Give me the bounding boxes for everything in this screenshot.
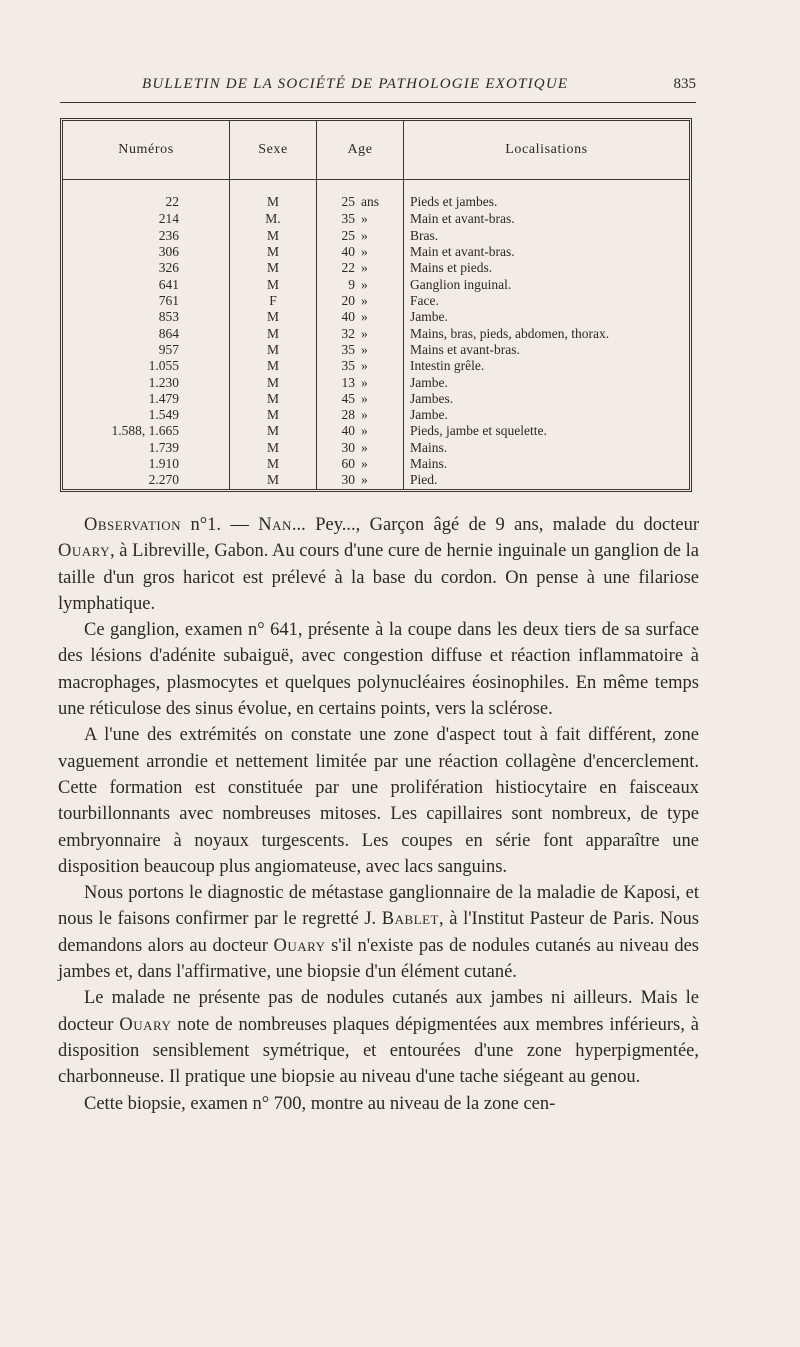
cell-age — [317, 277, 404, 293]
cell-age — [317, 228, 404, 244]
age-unit: » — [361, 276, 368, 292]
cell-localisation: Mains. — [410, 456, 448, 472]
cell-numero: 1.910 — [63, 456, 230, 472]
cell-localisation: Jambe. — [410, 374, 448, 390]
age-unit: » — [361, 423, 368, 439]
cell-localisation: Mains. — [410, 439, 448, 455]
age-unit: ans — [361, 194, 379, 209]
text-run: s'il n'existe pas de nodules cutanés au niveau des jambes et, dans l'affirmative, une biopsie d'un élément cutané. — [58, 935, 699, 983]
age-unit: » — [361, 292, 368, 308]
age-value — [317, 244, 368, 259]
text-run: Nous portons le diagnostic de métastase ganglionnaire de la maladie de Kaposi, et nous le faisons confirmer par le regretté J. — [58, 883, 699, 930]
paragraph — [58, 880, 699, 985]
paragraph — [58, 985, 699, 1090]
cases-table — [63, 121, 689, 489]
cell-sexe: M — [230, 228, 317, 244]
age-unit: » — [361, 439, 368, 455]
table-row — [63, 326, 689, 342]
cell-numero: 853 — [63, 309, 230, 325]
age-value — [317, 211, 368, 226]
small-caps-name: Ouary — [119, 1014, 172, 1035]
age-number: 20 — [341, 292, 355, 308]
cell-localisation: Bras. — [410, 227, 439, 243]
cell-sexe: M. — [230, 211, 317, 227]
text-run: A l'une des extrémités on constate une zone d'aspect tout à fait différent, zone vaguement arrondie et nettement limitée par une réaction collagène d'encerclement. Cette formation est constituée par une prolifération histiocytaire en faisceaux tourbillonnants avec nombreuses mitoses. Les capillaires sont nombreux, de type embryonnaire à noyaux turgescents. Les coupes en série font apparaître une disposition beaucoup plus angiomateuse, avec lacs sanguins. — [58, 725, 699, 877]
cell-sexe: M — [230, 309, 317, 325]
age-number: 30 — [341, 439, 355, 455]
age-unit: » — [361, 456, 368, 472]
col-header-sexe: Sexe — [230, 121, 317, 180]
cell-localisation: Main et avant-bras. — [410, 243, 515, 259]
cell-numero: 864 — [63, 326, 230, 342]
table-row — [63, 440, 689, 456]
age-unit: » — [361, 472, 368, 488]
cell-numero: 761 — [63, 293, 230, 309]
age-unit: » — [361, 227, 368, 243]
cell-numero: 1.479 — [63, 391, 230, 407]
cell-numero: 2.270 — [63, 472, 230, 489]
age-value — [317, 194, 379, 209]
paragraph — [58, 1091, 699, 1117]
table-row — [63, 277, 689, 293]
text-run: Le malade ne présente pas de nodules cutanés aux jambes ni ailleurs. Mais le docteur — [58, 988, 699, 1035]
cell-sexe: M — [230, 180, 317, 212]
small-caps-name: Observation — [84, 515, 182, 535]
cell-localisation: Pieds et jambes. — [410, 194, 498, 209]
text-run: Cette biopsie, examen n° 700, montre au niveau de la zone cen- — [84, 1093, 556, 1114]
text-run: n°1. — — [181, 515, 259, 535]
cell-age — [317, 309, 404, 325]
age-value — [317, 391, 368, 406]
table-row — [63, 293, 689, 309]
cell-age — [317, 375, 404, 391]
cell-sexe: M — [230, 244, 317, 260]
table-header-row — [63, 121, 689, 180]
cell-localisation: Jambe. — [410, 407, 448, 423]
col-header-age: Age — [317, 121, 404, 180]
col-header-localisations: Localisations — [404, 121, 690, 180]
cell-age — [317, 391, 404, 407]
age-number: 25 — [341, 227, 355, 243]
text-run: Ce ganglion, examen n° 641, présente à la coupe dans les deux tiers de sa surface des lésions d'adénite subaiguë, avec congestion diffuse et réaction inflammatoire à macrophages, plasmocytes et quelques polynucléaires éosinophiles. En même temps une réticulose des sinus évolue, en certains points, vers la sclérose. — [58, 620, 699, 720]
age-value — [317, 456, 368, 471]
text-run: , à l'Institut Pasteur de Paris. Nous demandons alors au docteur — [58, 909, 699, 956]
age-number: 13 — [341, 374, 355, 390]
age-unit: » — [361, 211, 368, 227]
age-number: 22 — [341, 260, 355, 276]
cell-sexe: M — [230, 260, 317, 276]
age-value — [317, 407, 368, 422]
cell-localisation: Ganglion inguinal. — [410, 276, 512, 292]
cell-age — [317, 423, 404, 439]
table-row — [63, 456, 689, 472]
small-caps-name: Ouary — [273, 935, 326, 956]
cell-localisation: Pieds, jambe et squelette. — [410, 423, 547, 439]
age-number: 32 — [341, 325, 355, 341]
cell-sexe: M — [230, 472, 317, 489]
age-unit: » — [361, 243, 368, 259]
cell-sexe: M — [230, 342, 317, 358]
page-number: 835 — [673, 76, 696, 92]
small-caps-name: Nan — [258, 515, 292, 535]
paragraph — [58, 512, 699, 617]
paragraph — [58, 722, 699, 880]
table-row — [63, 260, 689, 276]
age-unit: » — [361, 309, 368, 325]
table-row — [63, 228, 689, 244]
age-number: 35 — [341, 341, 355, 357]
running-header — [60, 76, 696, 98]
table-row — [63, 375, 689, 391]
cell-sexe: M — [230, 391, 317, 407]
cell-localisation: Intestin grêle. — [410, 358, 485, 374]
cell-sexe: F — [230, 293, 317, 309]
age-unit: » — [361, 407, 368, 423]
cell-sexe: M — [230, 407, 317, 423]
age-unit: » — [361, 390, 368, 406]
table-row — [63, 342, 689, 358]
table-row — [63, 358, 689, 374]
age-number: 35 — [341, 211, 355, 227]
cell-numero: 22 — [63, 180, 230, 212]
age-value — [317, 293, 368, 308]
header-rule — [60, 102, 696, 103]
cell-age — [317, 342, 404, 358]
cell-age — [317, 293, 404, 309]
age-number: 28 — [341, 407, 355, 423]
age-value — [317, 375, 368, 390]
cell-numero: 1.230 — [63, 375, 230, 391]
cell-age — [317, 211, 404, 227]
cell-numero: 214 — [63, 211, 230, 227]
age-number: 60 — [341, 456, 355, 472]
cases-table-frame — [60, 118, 692, 492]
age-unit: » — [361, 374, 368, 390]
cell-localisation: Face. — [410, 292, 439, 308]
cell-age — [317, 180, 404, 212]
age-value — [317, 228, 368, 243]
age-value — [317, 326, 368, 341]
cell-sexe: M — [230, 375, 317, 391]
table-row — [63, 244, 689, 260]
small-caps-name: Ouary — [58, 541, 110, 562]
cell-localisation: Jambe. — [410, 309, 448, 325]
age-number: 45 — [341, 390, 355, 406]
table-row — [63, 309, 689, 325]
age-number: 40 — [341, 243, 355, 259]
cell-numero: 1.549 — [63, 407, 230, 423]
article-body — [58, 512, 699, 1117]
table-row — [63, 180, 689, 212]
cell-numero: 1.739 — [63, 440, 230, 456]
cell-sexe: M — [230, 326, 317, 342]
age-number: 40 — [341, 423, 355, 439]
running-title: BULLETIN DE LA SOCIÉTÉ DE PATHOLOGIE EXOTIQUE — [142, 76, 569, 92]
cell-localisation: Mains et avant-bras. — [410, 341, 520, 357]
text-run: note de nombreuses plaques dépigmentées aux membres inférieurs, à disposition sensiblement symétrique, et entourées d'une zone hyperpigmentée, charbonneuse. Il pratique une biopsie au niveau d'une tache siégeant au genou. — [58, 1014, 699, 1088]
col-header-numeros: Numéros — [63, 121, 230, 180]
text-run: ... Pey..., Garçon âgé de 9 ans, malade du docteur — [291, 515, 699, 535]
cell-localisation: Jambes. — [410, 390, 454, 406]
cell-age — [317, 260, 404, 276]
age-value — [317, 309, 368, 324]
cell-numero: 1.588, 1.665 — [63, 423, 230, 439]
cell-localisation: Mains, bras, pieds, abdomen, thorax. — [410, 325, 610, 341]
cell-numero: 957 — [63, 342, 230, 358]
cell-numero: 326 — [63, 260, 230, 276]
cell-sexe: M — [230, 277, 317, 293]
table-body — [63, 180, 689, 490]
cell-numero: 236 — [63, 228, 230, 244]
table-row — [63, 423, 689, 439]
table-row — [63, 407, 689, 423]
cell-localisation: Mains et pieds. — [410, 260, 493, 276]
age-unit: » — [361, 260, 368, 276]
age-value — [317, 342, 368, 357]
age-value — [317, 260, 368, 275]
table-row — [63, 472, 689, 489]
cell-localisation: Pied. — [410, 472, 438, 488]
cell-age — [317, 244, 404, 260]
age-number: 40 — [341, 309, 355, 325]
age-value — [317, 440, 368, 455]
cell-sexe: M — [230, 456, 317, 472]
cell-age — [317, 440, 404, 456]
small-caps-name: Bablet — [381, 909, 440, 930]
cell-sexe: M — [230, 423, 317, 439]
cell-numero: 641 — [63, 277, 230, 293]
age-unit: » — [361, 341, 368, 357]
cell-age — [317, 472, 404, 489]
age-number: 9 — [348, 276, 355, 292]
table-row — [63, 211, 689, 227]
age-value — [317, 472, 368, 487]
cell-localisation: Main et avant-bras. — [410, 211, 515, 227]
table-row — [63, 391, 689, 407]
paragraph — [58, 617, 699, 722]
cell-numero: 1.055 — [63, 358, 230, 374]
age-value — [317, 423, 368, 438]
cell-age — [317, 358, 404, 374]
cell-sexe: M — [230, 440, 317, 456]
age-number: 30 — [341, 472, 355, 488]
cell-age — [317, 456, 404, 472]
age-unit: » — [361, 325, 368, 341]
cell-numero: 306 — [63, 244, 230, 260]
age-number: 35 — [341, 358, 355, 374]
age-number: 25 — [341, 194, 355, 209]
cell-age — [317, 326, 404, 342]
cell-age — [317, 407, 404, 423]
text-run: , à Libreville, Gabon. Au cours d'une cure de hernie inguinale un ganglion de la taille d'un gros haricot est prélevé à la base du cordon. On pense à une filariose lymphatique. — [58, 541, 699, 614]
cell-sexe: M — [230, 358, 317, 374]
age-value — [317, 277, 368, 292]
age-value — [317, 358, 368, 373]
age-unit: » — [361, 358, 368, 374]
